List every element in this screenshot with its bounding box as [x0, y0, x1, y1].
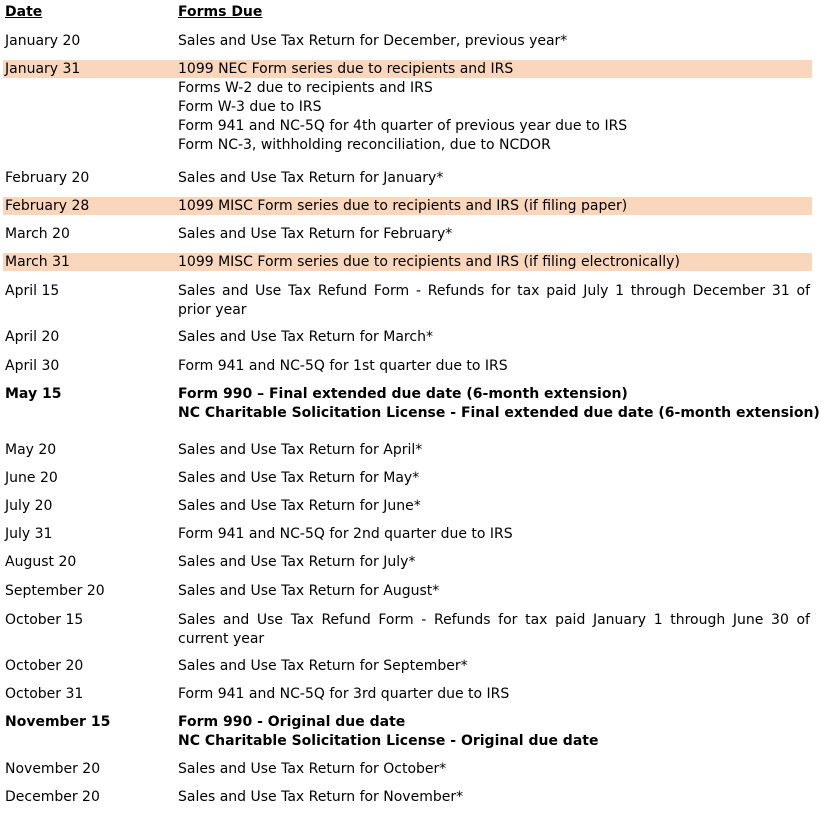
form-line: Sales and Use Tax Return for September*: [178, 658, 468, 674]
form-line: Sales and Use Tax Refund Form - Refunds for tax paid January 1 through June 30 of current year: [178, 612, 810, 647]
date-column-header: Date: [5, 4, 43, 20]
due-date: November 15: [5, 714, 111, 730]
due-date: November 20: [5, 761, 101, 777]
forms-description: [178, 525, 810, 544]
forms-description: [178, 385, 820, 423]
due-date: October 20: [5, 658, 84, 674]
due-date: July 31: [5, 526, 53, 542]
form-line: Form 941 and NC-5Q for 2nd quarter due to IRS: [178, 526, 513, 542]
form-line: NC Charitable Solicitation License - Original due date: [178, 733, 599, 749]
due-date: August 20: [5, 554, 77, 570]
forms-description: [178, 225, 810, 244]
due-date: May 15: [5, 386, 62, 402]
form-line: Form 941 and NC-5Q for 3rd quarter due to IRS: [178, 686, 510, 702]
forms-description: [178, 328, 810, 347]
forms-description: [178, 553, 810, 572]
form-line: 1099 NEC Form series due to recipients and IRS: [178, 61, 514, 77]
forms-description: [178, 32, 810, 51]
forms-description: [178, 253, 810, 272]
form-line: Sales and Use Tax Return for August*: [178, 583, 440, 599]
form-line: NC Charitable Solicitation License - Final extended due date (6-month extension): [178, 405, 820, 421]
form-line: 1099 MISC Form series due to recipients and IRS (if filing paper): [178, 198, 628, 214]
forms-description: [178, 169, 810, 188]
forms-description: [178, 197, 810, 216]
forms-description: [178, 497, 810, 516]
due-date: July 20: [5, 498, 53, 514]
form-line: Sales and Use Tax Return for March*: [178, 329, 433, 345]
forms-description: [178, 788, 810, 807]
due-date: February 28: [5, 198, 90, 214]
forms-description: [178, 441, 810, 460]
due-date: March 31: [5, 254, 70, 270]
form-line: Form NC-3, withholding reconciliation, due to NCDOR: [178, 137, 551, 153]
forms-description: [178, 713, 810, 751]
form-line: Sales and Use Tax Refund Form - Refunds for tax paid July 1 through December 31 of prior year: [178, 283, 810, 318]
due-date: April 15: [5, 283, 60, 299]
form-line: Form 941 and NC-5Q for 1st quarter due to IRS: [178, 358, 508, 374]
forms-description: [178, 282, 810, 320]
form-line: Sales and Use Tax Return for June*: [178, 498, 421, 514]
form-line: Sales and Use Tax Return for October*: [178, 761, 447, 777]
forms-due-column-header: Forms Due: [178, 4, 263, 20]
form-line: Forms W-2 due to recipients and IRS: [178, 80, 433, 96]
due-date: October 31: [5, 686, 84, 702]
due-date: December 20: [5, 789, 100, 805]
due-date: March 20: [5, 226, 70, 242]
due-date: January 31: [5, 61, 81, 77]
due-date: May 20: [5, 442, 57, 458]
forms-description: [178, 685, 810, 704]
forms-description: [178, 611, 810, 649]
form-line: Sales and Use Tax Return for February*: [178, 226, 453, 242]
due-date: September 20: [5, 583, 105, 599]
forms-description: [178, 357, 810, 376]
forms-description: [178, 760, 810, 779]
due-date: April 20: [5, 329, 60, 345]
forms-description: [178, 60, 810, 155]
due-date: October 15: [5, 612, 84, 628]
due-date: June 20: [5, 470, 58, 486]
due-date: April 30: [5, 358, 60, 374]
form-line: 1099 MISC Form series due to recipients and IRS (if filing electronically): [178, 254, 680, 270]
due-date: January 20: [5, 33, 81, 49]
form-line: Sales and Use Tax Return for July*: [178, 554, 416, 570]
form-line: Form 990 – Final extended due date (6-month extension): [178, 386, 628, 402]
form-line: Sales and Use Tax Return for December, previous year*: [178, 33, 568, 49]
form-line: Form W-3 due to IRS: [178, 99, 322, 115]
form-line: Sales and Use Tax Return for January*: [178, 170, 444, 186]
forms-description: [178, 469, 810, 488]
form-line: Form 941 and NC-5Q for 4th quarter of previous year due to IRS: [178, 118, 628, 134]
form-line: Sales and Use Tax Return for November*: [178, 789, 464, 805]
due-date: February 20: [5, 170, 90, 186]
forms-description: [178, 657, 810, 676]
form-line: Sales and Use Tax Return for April*: [178, 442, 423, 458]
form-line: Sales and Use Tax Return for May*: [178, 470, 420, 486]
forms-description: [178, 582, 810, 601]
form-line: Form 990 - Original due date: [178, 714, 406, 730]
